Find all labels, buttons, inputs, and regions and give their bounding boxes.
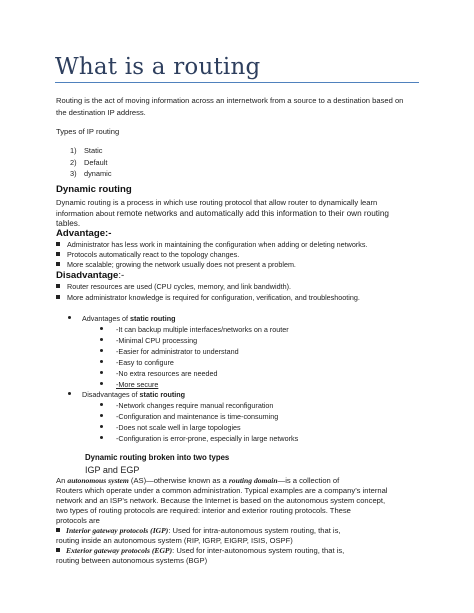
disadvantage-heading: Disadvantage:- bbox=[56, 270, 125, 281]
intro-line-2: the destination IP address. bbox=[56, 108, 146, 117]
list-item: 1) Static bbox=[70, 146, 103, 155]
bullet-icon bbox=[100, 403, 103, 406]
intro-line-1: Routing is the act of moving information across an internetwork from a source to a destination based on bbox=[56, 96, 404, 105]
types-list bbox=[70, 145, 112, 180]
bullet-icon bbox=[100, 436, 103, 439]
igp-line-1: Interior gateway protocols (IGP): Used for intra-autonomous system routing, that is, bbox=[56, 525, 341, 537]
routing-types-heading: Dynamic routing broken into two types bbox=[85, 453, 230, 462]
bullet-icon bbox=[100, 425, 103, 428]
egp-line-2: routing between autonomous systems (BGP) bbox=[56, 556, 208, 565]
as-line-3: network and an ISP’s network. Because the Internet is based on the autonomous system concept, bbox=[56, 496, 386, 505]
square-bullet-icon bbox=[56, 262, 60, 266]
list-item: 3) dynamic bbox=[70, 169, 112, 178]
as-line-4: two types of routing protocols are required: interior and exterior routing protocols. These bbox=[56, 506, 351, 515]
list-item: Protocols automatically react to the topology changes. bbox=[56, 250, 239, 261]
as-line-5: protocols are bbox=[56, 516, 100, 525]
dynamic-line-2: information about remote networks and automatically add this information to their own routing bbox=[56, 209, 389, 218]
square-bullet-icon bbox=[56, 242, 60, 246]
list-item: -Minimal CPU processing bbox=[100, 335, 197, 346]
dynamic-line-3: tables. bbox=[56, 219, 81, 228]
bullet-icon bbox=[100, 382, 103, 385]
square-bullet-icon bbox=[56, 548, 60, 552]
square-bullet-icon bbox=[56, 252, 60, 256]
list-item: Router resources are used (CPU cycles, memory, and link bandwidth). bbox=[56, 282, 291, 293]
dynamic-heading: Dynamic routing bbox=[56, 184, 132, 195]
list-item: -It can backup multiple interfaces/networks on a router bbox=[100, 324, 289, 335]
routing-types-subheading: IGP and EGP bbox=[85, 465, 140, 475]
types-heading: Types of IP routing bbox=[56, 127, 120, 136]
list-item: -Easy to configure bbox=[100, 357, 174, 368]
bullet-icon bbox=[100, 414, 103, 417]
square-bullet-icon bbox=[56, 284, 60, 288]
bullet-icon bbox=[68, 392, 71, 395]
bullet-icon bbox=[100, 360, 103, 363]
igp-line-2: routing inside an autonomous system (RIP, IGRP, EIGRP, ISIS, OSPF) bbox=[56, 536, 293, 545]
dynamic-line-1: Dynamic routing is a process in which use routing protocol that allow router to dynamically learn bbox=[56, 198, 378, 207]
list-item: 2) Default bbox=[70, 157, 108, 167]
square-bullet-icon bbox=[56, 295, 60, 299]
list-item: -More secure bbox=[100, 379, 158, 390]
title-underline bbox=[55, 82, 419, 83]
as-line-1: An autonomous system (AS)—otherwise known as a routing domain—is a collection of bbox=[56, 476, 340, 485]
bullet-icon bbox=[68, 316, 71, 319]
page-title: What is a routing bbox=[55, 54, 261, 80]
bullet-icon bbox=[100, 371, 103, 374]
list-item: -Configuration is error-prone, especially in large networks bbox=[100, 433, 298, 444]
list-item: More administrator knowledge is required for configuration, verification, and troubleshooting. bbox=[56, 293, 360, 304]
as-line-2: Routers which operate under a common administration. Typical examples are a company’s internal bbox=[56, 486, 388, 495]
bullet-icon bbox=[100, 327, 103, 330]
list-item: -Easier for administrator to understand bbox=[100, 346, 239, 357]
bullet-icon bbox=[100, 338, 103, 341]
list-item: -Configuration and maintenance is time-consuming bbox=[100, 411, 278, 422]
list-item: More scalable; growing the network usually does not present a problem. bbox=[56, 260, 296, 271]
list-item: Administrator has less work in maintaining the configuration when adding or deleting networks. bbox=[56, 240, 367, 251]
bullet-icon bbox=[100, 349, 103, 352]
static-advantages-heading: Advantages of static routing bbox=[68, 313, 175, 324]
list-item: -Network changes require manual reconfiguration bbox=[100, 400, 273, 411]
square-bullet-icon bbox=[56, 528, 60, 532]
static-disadvantages-heading: Disadvantages of static routing bbox=[68, 389, 185, 400]
list-item: -Does not scale well in large topologies bbox=[100, 422, 241, 433]
egp-line-1: Exterior gateway protocols (EGP): Used for inter-autonomous system routing, that is, bbox=[56, 545, 344, 557]
advantage-heading: Advantage:- bbox=[56, 228, 112, 239]
list-item: -No extra resources are needed bbox=[100, 368, 217, 379]
